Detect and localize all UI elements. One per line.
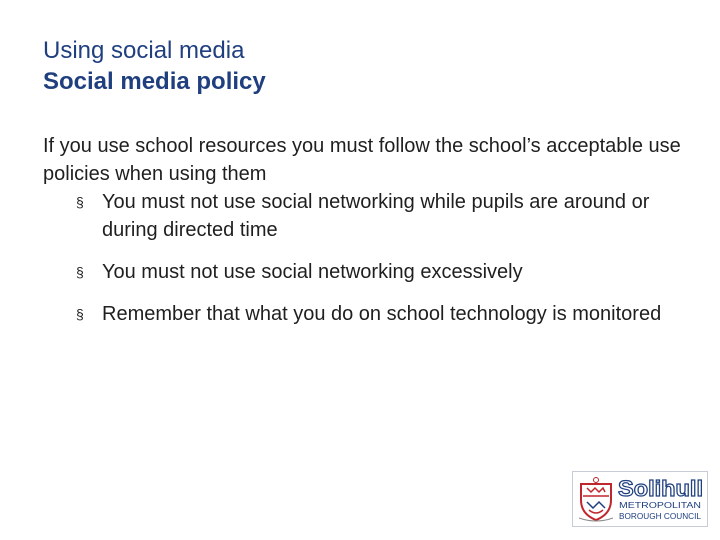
title-line-2: Social media policy — [43, 68, 266, 95]
bullet-icon: § — [76, 306, 84, 322]
logo-wordmark — [618, 475, 704, 523]
list-item — [43, 300, 683, 328]
intro-text: If you use school resources you must follow the school’s acceptable use policies when using them — [43, 135, 681, 185]
list-item — [43, 258, 683, 286]
logo-name: Solihull — [618, 476, 703, 501]
crest-icon — [577, 476, 615, 522]
bullet-list — [43, 188, 683, 328]
logo-line-3: BOROUGH COUNCIL — [619, 511, 702, 521]
list-item — [43, 188, 683, 244]
bullet-text: You must not use social networking while pupils are around or during directed time — [102, 191, 650, 241]
council-logo — [572, 471, 708, 527]
slide-body — [43, 132, 683, 328]
bullet-icon: § — [76, 264, 84, 280]
title-line-1: Using social media — [43, 37, 245, 64]
bullet-text: You must not use social networking excessively — [102, 261, 523, 283]
slide-title — [43, 35, 683, 97]
bullet-text: Remember that what you do on school technology is monitored — [102, 303, 662, 325]
bullet-icon: § — [76, 194, 84, 210]
logo-line-2: METROPOLITAN — [619, 500, 701, 510]
